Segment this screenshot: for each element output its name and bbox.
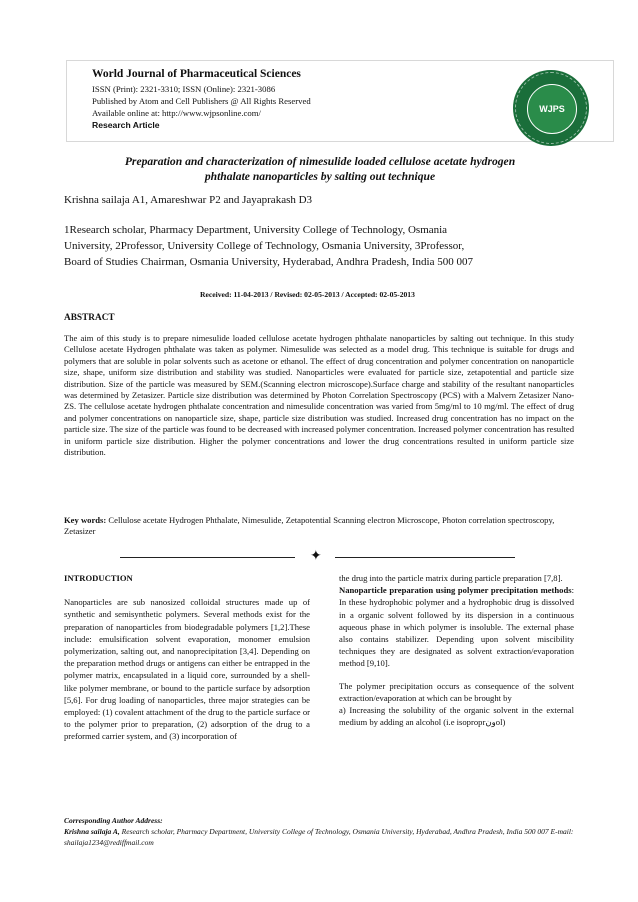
title-line-1: Preparation and characterization of nimesulide loaded cellulose acetate hydrogen — [124, 155, 516, 168]
journal-url: Available online at: http://www.wjpsonline.com/ — [92, 108, 261, 118]
article-title — [80, 154, 560, 184]
journal-logo — [513, 70, 589, 146]
corresponding-author — [64, 815, 574, 848]
divider-line-left — [120, 557, 295, 558]
intro-paragraph-2: the drug into the particle matrix during particle preparation [7,8]. — [339, 573, 563, 583]
intro-paragraph-1: Nanoparticles are sub nanosized colloidal structures made up of synthetic and semisynthetic polymers. Several methods exist for the preparation of nanoparticles from biodegradable polymers [1,2].These include: emulsification solvent evaporation, monomer emulsion polymerization, salting out, and nanoprecipitation [3,4]. Depending on the preparation method drugs or antigens can either be entrapped in the polymer matrix, encapsulated in a liquid core, surrounded by a shell-like polymer membrane, or bound to the particle surface by adsorption [5,6]. For drug loading of nanoparticles, three major strategies can be employed: (1) covalent attachment of the drug to the particle surface or to the polymer prior to preparation, (2) adsorption of the drug to a preformed carrier system, and (3) incorporation of — [64, 597, 310, 742]
polymer-precipitation-text: : In these hydrophobic polymer and a hydrophobic drug is dissolved in a organic solvent followed by its dispersion in a continuous aqueous phase in which polymer is insoluble. The external phase also contains stabilizer. Depending upon solvent miscibility techniques they are designated as solvent extraction/evaporation method [9,10]. — [339, 585, 574, 669]
section-divider — [120, 548, 515, 564]
journal-publisher: Published by Atom and Cell Publishers @ All Rights Reserved — [92, 96, 311, 106]
keywords-label: Key words: — [64, 515, 107, 525]
article-type: Research Article — [92, 120, 160, 130]
journal-title: World Journal of Pharmaceutical Sciences — [92, 68, 301, 80]
abstract-text: The aim of this study is to prepare nimesulide loaded cellulose acetate hydrogen phthalate nanoparticles by salting out technique. In this study Cellulose acetate Hydrogen phthalate was taken as polymer. Nimesulide was selected as a model drug. This technique is suitable for drugs and polymers that are soluble in polar solvents such as acetone or ethanol. The effect of drug concentration and polymer concentration on nanoparticle size, shape, uniform size distribution and stability was studied. Nanoparticles were evaluated for particle size, zetapotential and particle size distribution. Size of the particle was measured by SEM.(Scanning electron microscope).Surface charge and stability of the resultant nanoparticles was determined by Zetasizer. Particle size distribution was determined by Photon Correlation Spectroscopy (PCS) with a Malvern Zetasizer Nano-ZS. The cellulose acetate hydrogen phthalate concentration and nimesulide concentration was varied from 5mg/ml to 10 mg/ml. The effect of drug and polymer concentrations on nanoparticle size, shape, particle size distribution was studied. Increased drug concentration has no impact on the particle size. The size of the particle was found to be decreased with increased polymer concentration. Increased polymer concentration has resulted in uniform particle size distribution. Higher the polymer concentrations and lower the drug concentrations resulted in uniform particle size distribution. — [64, 333, 574, 458]
corresponding-label: Corresponding Author Address: — [64, 816, 163, 825]
column-left — [64, 572, 310, 743]
author-list: Krishna sailaja A1, Amareshwar P2 and Jayaprakash D3 — [64, 194, 313, 206]
intro-paragraph-5: a) Increasing the solubility of the organic solvent in the external medium by adding an alcohol (i.e isoproprونol) — [339, 705, 574, 728]
column-right — [339, 572, 574, 728]
star-ornament-icon: ✦ — [310, 548, 322, 564]
keywords — [64, 515, 574, 538]
affiliations — [64, 222, 574, 270]
intro-paragraph-4: The polymer precipitation occurs as consequence of the solvent extraction/evaporation at which can be brought by — [339, 680, 574, 703]
affiliation-line-2: University, 2Professor, University College of Technology, Osmania University, 3Professor, — [64, 240, 465, 252]
abstract-heading: ABSTRACT — [64, 313, 115, 323]
logo-text: WJPS — [539, 104, 565, 114]
intro-paragraph-3 — [339, 584, 574, 669]
article-dates: Received: 11-04-2013 / Revised: 02-05-2013 / Accepted: 02-05-2013 — [200, 290, 415, 299]
logo-center — [527, 84, 577, 134]
polymer-precipitation-heading: Nanoparticle preparation using polymer precipitation methods — [339, 585, 572, 596]
corresponding-name: Krishna sailaja A, — [64, 827, 120, 836]
keywords-text: Cellulose acetate Hydrogen Phthalate, Nimesulide, Zetapotential Scanning electron Microscope, Photon correlation spectroscopy, Zetasizer — [64, 515, 555, 537]
journal-issn: ISSN (Print): 2321-3310; ISSN (Online): 2321-3086 — [92, 84, 276, 94]
title-line-2: phthalate nanoparticles by salting out technique — [204, 170, 436, 183]
affiliation-line-1: 1Research scholar, Pharmacy Department, University College of Technology, Osmania — [64, 224, 448, 236]
divider-line-right — [335, 557, 515, 558]
corresponding-details: Research scholar, Pharmacy Department, University College of Technology, Osmania University, Hyderabad, Andhra Pradesh, India 500 007 E-mail: shailaja1234@rediffmail.com — [64, 827, 574, 847]
introduction-heading: INTRODUCTION — [64, 573, 133, 583]
affiliation-line-3: Board of Studies Chairman, Osmania University, Hyderabad, Andhra Pradesh, India 500 007 — [64, 256, 473, 268]
